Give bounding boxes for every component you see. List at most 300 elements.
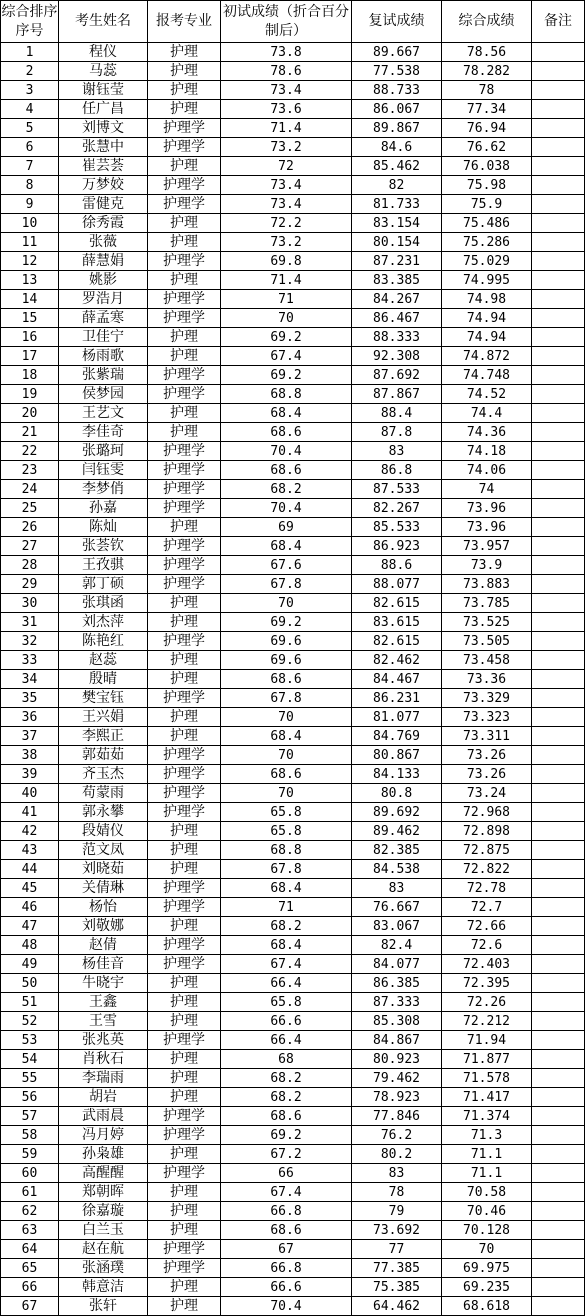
cell-initial-score: 69.2 xyxy=(221,328,352,347)
cell-retest-score: 64.462 xyxy=(352,1297,442,1316)
table-row xyxy=(1,670,585,689)
cell-note xyxy=(532,822,585,841)
cell-major: 护理学 xyxy=(148,499,221,518)
cell-major: 护理 xyxy=(148,100,221,119)
cell-rank: 23 xyxy=(1,461,59,480)
cell-initial-score: 73.4 xyxy=(221,81,352,100)
table-row xyxy=(1,556,585,575)
cell-note xyxy=(532,62,585,81)
cell-total-score: 72.968 xyxy=(442,803,532,822)
cell-note xyxy=(532,518,585,537)
cell-name: 王雪 xyxy=(59,1012,148,1031)
header-initial-score: 初试成绩（折合百分制后） xyxy=(221,1,352,43)
cell-major: 护理学 xyxy=(148,252,221,271)
cell-major: 护理 xyxy=(148,62,221,81)
cell-rank: 46 xyxy=(1,898,59,917)
cell-name: 张荟钦 xyxy=(59,537,148,556)
cell-rank: 19 xyxy=(1,385,59,404)
cell-name: 白兰玉 xyxy=(59,1221,148,1240)
cell-rank: 20 xyxy=(1,404,59,423)
cell-initial-score: 70 xyxy=(221,746,352,765)
cell-rank: 5 xyxy=(1,119,59,138)
cell-retest-score: 88.4 xyxy=(352,404,442,423)
header-retest-score: 复试成绩 xyxy=(352,1,442,43)
cell-initial-score: 66.6 xyxy=(221,1278,352,1297)
table-row xyxy=(1,936,585,955)
cell-retest-score: 87.692 xyxy=(352,366,442,385)
cell-initial-score: 69.2 xyxy=(221,613,352,632)
cell-major: 护理 xyxy=(148,1297,221,1316)
cell-name: 姚影 xyxy=(59,271,148,290)
cell-note xyxy=(532,1259,585,1278)
table-row xyxy=(1,1259,585,1278)
cell-name: 韩意洁 xyxy=(59,1278,148,1297)
cell-rank: 16 xyxy=(1,328,59,347)
cell-retest-score: 82 xyxy=(352,176,442,195)
cell-initial-score: 71 xyxy=(221,898,352,917)
cell-initial-score: 68.4 xyxy=(221,727,352,746)
cell-retest-score: 84.467 xyxy=(352,670,442,689)
cell-retest-score: 84.133 xyxy=(352,765,442,784)
table-row xyxy=(1,385,585,404)
cell-retest-score: 77.846 xyxy=(352,1107,442,1126)
cell-total-score: 73.96 xyxy=(442,518,532,537)
cell-major: 护理 xyxy=(148,917,221,936)
cell-retest-score: 83 xyxy=(352,879,442,898)
cell-total-score: 74 xyxy=(442,480,532,499)
cell-initial-score: 70 xyxy=(221,309,352,328)
cell-rank: 48 xyxy=(1,936,59,955)
cell-name: 陈灿 xyxy=(59,518,148,537)
table-row xyxy=(1,214,585,233)
cell-major: 护理学 xyxy=(148,176,221,195)
cell-note xyxy=(532,195,585,214)
cell-note xyxy=(532,138,585,157)
cell-name: 王兴娟 xyxy=(59,708,148,727)
cell-retest-score: 87.231 xyxy=(352,252,442,271)
table-row xyxy=(1,1202,585,1221)
cell-name: 孙嘉 xyxy=(59,499,148,518)
cell-rank: 24 xyxy=(1,480,59,499)
cell-rank: 17 xyxy=(1,347,59,366)
cell-major: 护理学 xyxy=(148,138,221,157)
cell-total-score: 71.877 xyxy=(442,1050,532,1069)
cell-total-score: 73.96 xyxy=(442,499,532,518)
cell-rank: 1 xyxy=(1,43,59,62)
cell-total-score: 70 xyxy=(442,1240,532,1259)
cell-note xyxy=(532,1126,585,1145)
cell-note xyxy=(532,689,585,708)
table-row xyxy=(1,347,585,366)
cell-rank: 3 xyxy=(1,81,59,100)
cell-note xyxy=(532,879,585,898)
table-row xyxy=(1,651,585,670)
cell-major: 护理学 xyxy=(148,480,221,499)
cell-note xyxy=(532,366,585,385)
cell-retest-score: 81.077 xyxy=(352,708,442,727)
cell-note xyxy=(532,309,585,328)
cell-initial-score: 66.6 xyxy=(221,1012,352,1031)
cell-note xyxy=(532,43,585,62)
cell-note xyxy=(532,575,585,594)
cell-major: 护理 xyxy=(148,1012,221,1031)
table-row xyxy=(1,955,585,974)
table-row xyxy=(1,1107,585,1126)
cell-initial-score: 66 xyxy=(221,1164,352,1183)
table-row xyxy=(1,860,585,879)
cell-note xyxy=(532,233,585,252)
cell-name: 李熙正 xyxy=(59,727,148,746)
cell-retest-score: 82.385 xyxy=(352,841,442,860)
cell-note xyxy=(532,480,585,499)
cell-initial-score: 68.6 xyxy=(221,1221,352,1240)
cell-name: 刘杰萍 xyxy=(59,613,148,632)
cell-initial-score: 71.4 xyxy=(221,119,352,138)
cell-total-score: 72.822 xyxy=(442,860,532,879)
cell-retest-score: 79 xyxy=(352,1202,442,1221)
cell-initial-score: 68.6 xyxy=(221,670,352,689)
cell-major: 护理 xyxy=(148,347,221,366)
table-row xyxy=(1,784,585,803)
cell-initial-score: 78.6 xyxy=(221,62,352,81)
table-row xyxy=(1,1278,585,1297)
cell-name: 谢钰莹 xyxy=(59,81,148,100)
cell-rank: 50 xyxy=(1,974,59,993)
cell-note xyxy=(532,271,585,290)
cell-name: 雷健克 xyxy=(59,195,148,214)
table-row xyxy=(1,404,585,423)
cell-note xyxy=(532,936,585,955)
cell-note xyxy=(532,1221,585,1240)
cell-total-score: 76.038 xyxy=(442,157,532,176)
cell-name: 齐玉杰 xyxy=(59,765,148,784)
cell-major: 护理 xyxy=(148,1278,221,1297)
cell-name: 薛孟寒 xyxy=(59,309,148,328)
table-row xyxy=(1,1183,585,1202)
cell-name: 李瑞雨 xyxy=(59,1069,148,1088)
cell-initial-score: 67.4 xyxy=(221,955,352,974)
cell-rank: 52 xyxy=(1,1012,59,1031)
table-row xyxy=(1,746,585,765)
cell-initial-score: 66.8 xyxy=(221,1259,352,1278)
cell-note xyxy=(532,100,585,119)
cell-initial-score: 68.2 xyxy=(221,1088,352,1107)
table-row xyxy=(1,366,585,385)
cell-note xyxy=(532,290,585,309)
cell-initial-score: 65.8 xyxy=(221,803,352,822)
cell-retest-score: 84.267 xyxy=(352,290,442,309)
cell-initial-score: 70.4 xyxy=(221,442,352,461)
cell-rank: 44 xyxy=(1,860,59,879)
cell-note xyxy=(532,1183,585,1202)
table-row xyxy=(1,423,585,442)
cell-note xyxy=(532,1145,585,1164)
cell-name: 张薇 xyxy=(59,233,148,252)
cell-note xyxy=(532,385,585,404)
cell-total-score: 74.995 xyxy=(442,271,532,290)
cell-note xyxy=(532,727,585,746)
cell-total-score: 71.374 xyxy=(442,1107,532,1126)
cell-name: 徐嘉璇 xyxy=(59,1202,148,1221)
cell-retest-score: 89.462 xyxy=(352,822,442,841)
cell-name: 张紫瑞 xyxy=(59,366,148,385)
cell-retest-score: 85.533 xyxy=(352,518,442,537)
cell-total-score: 73.311 xyxy=(442,727,532,746)
cell-initial-score: 70.4 xyxy=(221,1297,352,1316)
cell-note xyxy=(532,594,585,613)
cell-rank: 18 xyxy=(1,366,59,385)
table-row xyxy=(1,1088,585,1107)
cell-name: 薛慧娟 xyxy=(59,252,148,271)
cell-total-score: 71.1 xyxy=(442,1164,532,1183)
cell-total-score: 76.62 xyxy=(442,138,532,157)
table-row xyxy=(1,290,585,309)
cell-total-score: 75.98 xyxy=(442,176,532,195)
cell-rank: 26 xyxy=(1,518,59,537)
cell-rank: 55 xyxy=(1,1069,59,1088)
cell-rank: 54 xyxy=(1,1050,59,1069)
cell-major: 护理 xyxy=(148,1221,221,1240)
cell-retest-score: 87.867 xyxy=(352,385,442,404)
table-row xyxy=(1,328,585,347)
cell-retest-score: 88.6 xyxy=(352,556,442,575)
cell-major: 护理 xyxy=(148,233,221,252)
cell-rank: 32 xyxy=(1,632,59,651)
cell-rank: 14 xyxy=(1,290,59,309)
cell-rank: 38 xyxy=(1,746,59,765)
cell-rank: 37 xyxy=(1,727,59,746)
cell-note xyxy=(532,955,585,974)
cell-rank: 42 xyxy=(1,822,59,841)
cell-initial-score: 73.2 xyxy=(221,138,352,157)
cell-name: 关倩琳 xyxy=(59,879,148,898)
cell-initial-score: 68.2 xyxy=(221,917,352,936)
cell-major: 护理学 xyxy=(148,119,221,138)
cell-rank: 27 xyxy=(1,537,59,556)
cell-retest-score: 82.615 xyxy=(352,594,442,613)
cell-note xyxy=(532,1164,585,1183)
cell-initial-score: 68.2 xyxy=(221,1069,352,1088)
cell-name: 王孜骐 xyxy=(59,556,148,575)
cell-initial-score: 73.8 xyxy=(221,43,352,62)
cell-name: 张璐珂 xyxy=(59,442,148,461)
cell-retest-score: 83 xyxy=(352,1164,442,1183)
cell-rank: 66 xyxy=(1,1278,59,1297)
cell-initial-score: 68.4 xyxy=(221,879,352,898)
cell-rank: 56 xyxy=(1,1088,59,1107)
cell-major: 护理 xyxy=(148,423,221,442)
cell-major: 护理学 xyxy=(148,803,221,822)
table-row xyxy=(1,62,585,81)
cell-note xyxy=(532,1012,585,1031)
header-rank: 综合排序序号 xyxy=(1,1,59,43)
cell-retest-score: 87.333 xyxy=(352,993,442,1012)
cell-rank: 6 xyxy=(1,138,59,157)
cell-note xyxy=(532,1031,585,1050)
cell-total-score: 73.458 xyxy=(442,651,532,670)
cell-total-score: 76.94 xyxy=(442,119,532,138)
cell-total-score: 72.26 xyxy=(442,993,532,1012)
cell-major: 护理学 xyxy=(148,461,221,480)
cell-initial-score: 67.8 xyxy=(221,575,352,594)
header-row xyxy=(1,1,585,43)
cell-retest-score: 78 xyxy=(352,1183,442,1202)
cell-total-score: 73.26 xyxy=(442,765,532,784)
cell-note xyxy=(532,917,585,936)
cell-rank: 11 xyxy=(1,233,59,252)
cell-retest-score: 89.692 xyxy=(352,803,442,822)
table-row xyxy=(1,480,585,499)
cell-initial-score: 73.4 xyxy=(221,195,352,214)
cell-major: 护理学 xyxy=(148,1259,221,1278)
table-row xyxy=(1,176,585,195)
cell-major: 护理学 xyxy=(148,1126,221,1145)
cell-name: 陈艳红 xyxy=(59,632,148,651)
cell-note xyxy=(532,1069,585,1088)
cell-total-score: 71.417 xyxy=(442,1088,532,1107)
cell-total-score: 72.403 xyxy=(442,955,532,974)
cell-initial-score: 68.6 xyxy=(221,461,352,480)
table-row xyxy=(1,309,585,328)
cell-initial-score: 67.8 xyxy=(221,689,352,708)
cell-name: 杨怡 xyxy=(59,898,148,917)
cell-retest-score: 80.867 xyxy=(352,746,442,765)
cell-total-score: 74.748 xyxy=(442,366,532,385)
cell-name: 杨佳音 xyxy=(59,955,148,974)
cell-note xyxy=(532,746,585,765)
cell-initial-score: 68.6 xyxy=(221,765,352,784)
table-row xyxy=(1,1240,585,1259)
cell-name: 徐秀霞 xyxy=(59,214,148,233)
table-row xyxy=(1,518,585,537)
table-row xyxy=(1,727,585,746)
cell-major: 护理学 xyxy=(148,1240,221,1259)
cell-initial-score: 67 xyxy=(221,1240,352,1259)
cell-initial-score: 73.4 xyxy=(221,176,352,195)
cell-major: 护理 xyxy=(148,974,221,993)
cell-retest-score: 80.923 xyxy=(352,1050,442,1069)
cell-retest-score: 84.867 xyxy=(352,1031,442,1050)
cell-total-score: 69.235 xyxy=(442,1278,532,1297)
cell-total-score: 73.36 xyxy=(442,670,532,689)
table-row xyxy=(1,1031,585,1050)
cell-retest-score: 84.769 xyxy=(352,727,442,746)
cell-name: 李佳奇 xyxy=(59,423,148,442)
cell-total-score: 70.128 xyxy=(442,1221,532,1240)
cell-total-score: 75.029 xyxy=(442,252,532,271)
cell-rank: 51 xyxy=(1,993,59,1012)
cell-total-score: 73.323 xyxy=(442,708,532,727)
cell-initial-score: 66.8 xyxy=(221,1202,352,1221)
cell-note xyxy=(532,347,585,366)
cell-name: 王鑫 xyxy=(59,993,148,1012)
cell-major: 护理学 xyxy=(148,1107,221,1126)
cell-name: 侯梦园 xyxy=(59,385,148,404)
cell-rank: 59 xyxy=(1,1145,59,1164)
cell-major: 护理学 xyxy=(148,537,221,556)
cell-name: 胡岩 xyxy=(59,1088,148,1107)
cell-total-score: 74.06 xyxy=(442,461,532,480)
cell-retest-score: 86.923 xyxy=(352,537,442,556)
cell-initial-score: 70 xyxy=(221,594,352,613)
cell-rank: 67 xyxy=(1,1297,59,1316)
cell-major: 护理 xyxy=(148,1088,221,1107)
cell-note xyxy=(532,157,585,176)
cell-major: 护理 xyxy=(148,822,221,841)
cell-name: 罗浩月 xyxy=(59,290,148,309)
cell-initial-score: 72 xyxy=(221,157,352,176)
cell-retest-score: 73.692 xyxy=(352,1221,442,1240)
cell-note xyxy=(532,1050,585,1069)
cell-name: 冯月婷 xyxy=(59,1126,148,1145)
table-row xyxy=(1,157,585,176)
cell-rank: 25 xyxy=(1,499,59,518)
cell-retest-score: 88.733 xyxy=(352,81,442,100)
cell-initial-score: 69.6 xyxy=(221,651,352,670)
cell-major: 护理 xyxy=(148,1050,221,1069)
cell-retest-score: 89.667 xyxy=(352,43,442,62)
cell-major: 护理学 xyxy=(148,442,221,461)
cell-initial-score: 66.4 xyxy=(221,974,352,993)
table-row xyxy=(1,1069,585,1088)
cell-major: 护理 xyxy=(148,670,221,689)
cell-major: 护理 xyxy=(148,518,221,537)
cell-initial-score: 70.4 xyxy=(221,499,352,518)
cell-name: 武雨晨 xyxy=(59,1107,148,1126)
cell-retest-score: 84.077 xyxy=(352,955,442,974)
cell-rank: 63 xyxy=(1,1221,59,1240)
cell-major: 护理学 xyxy=(148,195,221,214)
cell-major: 护理 xyxy=(148,651,221,670)
cell-rank: 41 xyxy=(1,803,59,822)
table-row xyxy=(1,138,585,157)
cell-retest-score: 88.077 xyxy=(352,575,442,594)
cell-total-score: 73.785 xyxy=(442,594,532,613)
cell-name: 马蕊 xyxy=(59,62,148,81)
cell-major: 护理学 xyxy=(148,385,221,404)
cell-note xyxy=(532,119,585,138)
cell-major: 护理学 xyxy=(148,746,221,765)
cell-major: 护理学 xyxy=(148,1031,221,1050)
cell-name: 王艺文 xyxy=(59,404,148,423)
header-major: 报考专业 xyxy=(148,1,221,43)
cell-rank: 36 xyxy=(1,708,59,727)
cell-initial-score: 72.2 xyxy=(221,214,352,233)
cell-major: 护理学 xyxy=(148,290,221,309)
cell-note xyxy=(532,765,585,784)
table-row xyxy=(1,822,585,841)
cell-total-score: 78.282 xyxy=(442,62,532,81)
cell-major: 护理 xyxy=(148,214,221,233)
table-row xyxy=(1,1012,585,1031)
cell-rank: 22 xyxy=(1,442,59,461)
table-row xyxy=(1,1164,585,1183)
cell-note xyxy=(532,1107,585,1126)
cell-initial-score: 67.6 xyxy=(221,556,352,575)
cell-note xyxy=(532,860,585,879)
table-row xyxy=(1,632,585,651)
table-row xyxy=(1,1221,585,1240)
cell-initial-score: 70 xyxy=(221,784,352,803)
cell-initial-score: 71 xyxy=(221,290,352,309)
cell-name: 郭永攀 xyxy=(59,803,148,822)
cell-major: 护理学 xyxy=(148,955,221,974)
cell-total-score: 75.286 xyxy=(442,233,532,252)
cell-name: 苟蒙雨 xyxy=(59,784,148,803)
cell-total-score: 70.58 xyxy=(442,1183,532,1202)
cell-major: 护理学 xyxy=(148,765,221,784)
table-row xyxy=(1,1050,585,1069)
